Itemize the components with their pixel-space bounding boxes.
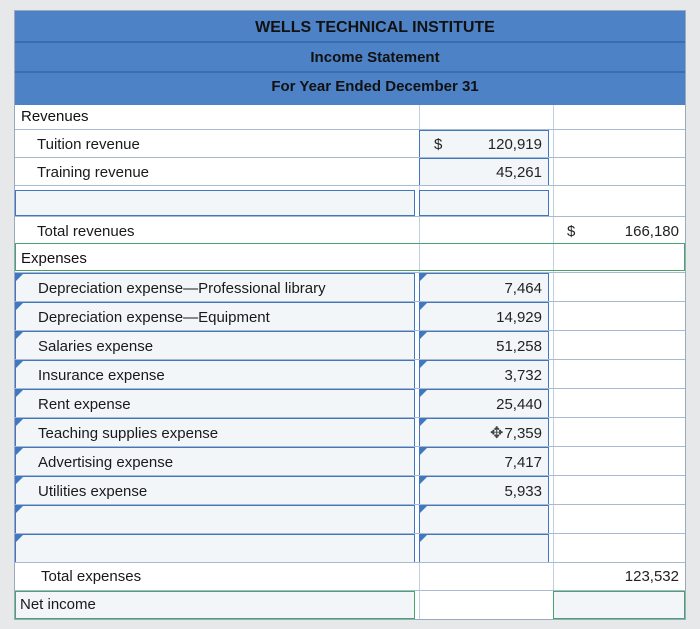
blank-expense-row (15, 504, 685, 534)
blank-label-cell[interactable] (15, 534, 415, 563)
expense-amount-cell[interactable] (419, 389, 549, 418)
revenue-amount-cell[interactable] (419, 158, 549, 186)
expense-label: Insurance expense (38, 367, 165, 384)
blank-label-cell[interactable] (15, 505, 415, 534)
blank-amount-cell[interactable] (419, 190, 549, 216)
expense-amount: 3,732 (504, 367, 542, 384)
expense-amount-cell[interactable] (419, 331, 549, 360)
statement-header (15, 11, 685, 105)
net-income-label-cell[interactable] (15, 591, 415, 619)
expense-row (15, 272, 685, 302)
revenue-amount: 120,919 (487, 136, 542, 153)
net-income-row (15, 590, 685, 619)
expenses-header-cell (15, 243, 685, 271)
revenue-amount-cell[interactable] (419, 130, 549, 158)
total-revenues-row (15, 216, 685, 244)
expense-label-cell[interactable] (15, 302, 415, 331)
expense-label-cell[interactable] (15, 273, 415, 302)
expense-label: Rent expense (38, 396, 131, 413)
revenue-label: Tuition revenue (37, 136, 140, 153)
total-expenses-row (15, 562, 685, 591)
expense-row (15, 446, 685, 476)
blank-label-cell[interactable] (15, 190, 415, 216)
expense-amount: 7,359 (504, 425, 542, 442)
expense-label-cell[interactable] (15, 389, 415, 418)
expense-row (15, 388, 685, 418)
blank-row (15, 185, 685, 216)
expense-label-cell[interactable] (15, 476, 415, 505)
revenue-amount: 45,261 (496, 164, 542, 181)
statement-title: Income Statement (310, 49, 440, 66)
expense-label: Depreciation expense—Professional library (38, 280, 326, 297)
expense-amount: 7,417 (504, 454, 542, 471)
expense-label: Utilities expense (38, 483, 148, 500)
expense-label: Salaries expense (38, 338, 154, 355)
expense-amount: 5,933 (504, 483, 542, 500)
total-expenses-amount: 123,532 (624, 568, 679, 585)
expense-label: Teaching supplies expense (38, 425, 219, 442)
expense-amount-cell[interactable] (419, 273, 549, 302)
expense-label-cell[interactable] (15, 360, 415, 389)
expense-amount: 51,258 (496, 338, 542, 355)
net-income-label: Net income (20, 596, 96, 613)
revenue-row (15, 129, 685, 158)
expense-label: Depreciation expense—Equipment (38, 309, 270, 326)
currency-symbol: $ (567, 223, 576, 240)
expense-amount: 7,464 (504, 280, 542, 297)
move-cursor-icon: ✥ (490, 425, 504, 442)
expense-row (15, 359, 685, 389)
expense-amount-cell[interactable] (419, 418, 549, 447)
expense-row (15, 301, 685, 331)
expense-amount-cell[interactable] (419, 360, 549, 389)
expense-amount-cell[interactable] (419, 476, 549, 505)
expense-label-cell[interactable] (15, 418, 415, 447)
expense-label-cell[interactable] (15, 331, 415, 360)
expense-amount: 25,440 (496, 396, 542, 413)
expense-row (15, 330, 685, 360)
revenue-row (15, 157, 685, 186)
blank-amount-cell[interactable] (419, 534, 549, 563)
statement-period: For Year Ended December 31 (271, 78, 479, 95)
expense-amount-cell[interactable] (419, 447, 549, 476)
expense-amount-cell[interactable] (419, 302, 549, 331)
expense-amount: 14,929 (496, 309, 542, 326)
revenues-section-label: Revenues (21, 108, 89, 125)
expenses-section-label: Expenses (21, 250, 87, 267)
revenue-label: Training revenue (37, 164, 150, 181)
net-income-amount-cell[interactable] (553, 591, 685, 619)
income-statement-sheet (14, 10, 686, 620)
blank-expense-row (15, 533, 685, 563)
currency-symbol: $ (434, 136, 443, 153)
expense-label: Advertising expense (38, 454, 174, 471)
blank-amount-cell[interactable] (419, 505, 549, 534)
total-revenues-label: Total revenues (37, 223, 135, 240)
expense-row (15, 475, 685, 505)
expense-label-cell[interactable] (15, 447, 415, 476)
total-expenses-label: Total expenses (41, 568, 142, 585)
expense-row (15, 417, 685, 447)
total-revenues-amount: 166,180 (624, 223, 679, 240)
company-name: WELLS TECHNICAL INSTITUTE (255, 19, 495, 36)
